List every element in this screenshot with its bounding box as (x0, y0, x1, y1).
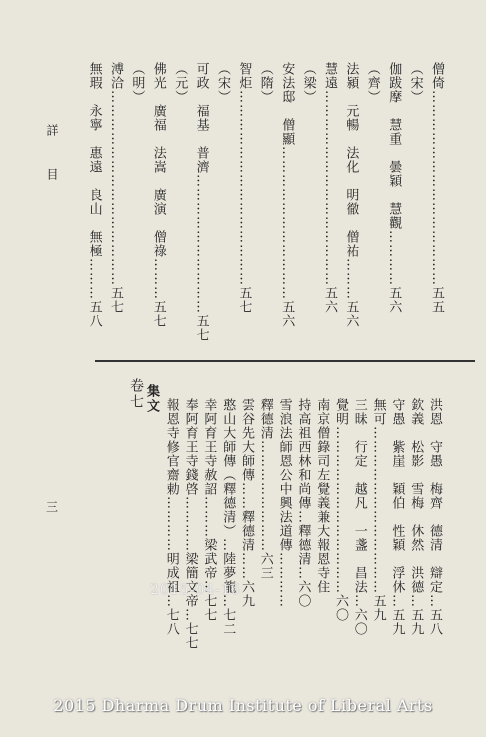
upper-entry: （宋） (407, 62, 423, 104)
running-header: 詳 目 (45, 124, 59, 194)
lower-entry: 持高祖西林和尚傳…釋德清…六〇 (295, 398, 311, 608)
upper-entry: 安法邸 僧顯……………………………五六 (279, 62, 295, 328)
lower-entry: 洪恩 守愚 梅齊 德清 辯定…五八 (427, 398, 442, 636)
upper-entry: 慧遠……………………………………五六 (322, 62, 337, 314)
lower-entry: 欽義 松影 雪梅 休然 洪德…五九 (408, 398, 424, 636)
lower-entry: 奉阿育王寺錢啓…………梁簡文帝…七七 (182, 398, 198, 650)
lower-entry: 無可………………………………五九 (370, 398, 386, 622)
lower-entry: 南京僧錄司左覺義兼大報恩寺住 (314, 398, 330, 594)
footer-watermark: 2015 Dharma Drum Institute of Liberal Arts (53, 696, 433, 715)
upper-entry: （明） (129, 62, 145, 104)
upper-entry: （宋） (215, 62, 230, 104)
upper-entry: （元） (172, 62, 188, 104)
upper-entry: 溥洽……………………………………五七 (108, 62, 123, 314)
volume-heading: 卷七 (128, 378, 144, 410)
upper-entry: 無瑕 永寧 惠遠 良山 無極………五八 (86, 62, 102, 328)
lower-entry: 三昧 行定 越凡 一盞 昌法…六〇 (351, 398, 367, 636)
lower-entry: 守愚 紫崖 穎伯 性穎 浮休…五九 (389, 398, 405, 636)
upper-entry: 法潁 元暢 法化 明徹 僧祐………五六 (343, 62, 359, 328)
upper-entry: 佛光 廣福 法嵩 廣演 僧祿………五七 (150, 62, 166, 328)
date-watermark: 2015-04-16 (150, 582, 241, 598)
lower-entry: 雲谷先大師傳……釋德清……六九 (239, 398, 254, 608)
lower-entry: 覺明………………………………六〇 (333, 398, 348, 622)
upper-entry: （隋） (257, 62, 273, 104)
upper-entry: （梁） (300, 62, 316, 104)
upper-entry: 可政 福基 普濟…………………………五七 (193, 62, 209, 342)
upper-entry: 伽跋摩 慧重 曇穎 慧觀…………五六 (386, 62, 402, 314)
upper-entry: 僧倚……………………………………五五 (429, 62, 444, 314)
page-number: 三 (46, 500, 59, 514)
lower-entry: 憨山大師傳（釋德清）…陸夢龍…七二 (220, 398, 236, 636)
lower-entry: 雪浪法師恩公中興法道傳………… (276, 398, 292, 608)
section-title: 集文 (144, 384, 159, 414)
upper-entry: （齊） (364, 62, 380, 104)
lower-entry: 報恩寺修官齋勅…………明成祖…七八 (163, 398, 179, 636)
upper-entry: 智炬……………………………………五七 (236, 62, 252, 314)
lower-entry: 釋德清……………………六三 (257, 398, 273, 580)
section-divider (95, 360, 475, 362)
lower-entry: 幸阿育王寺赦詔………梁武帝…七七 (201, 398, 217, 622)
